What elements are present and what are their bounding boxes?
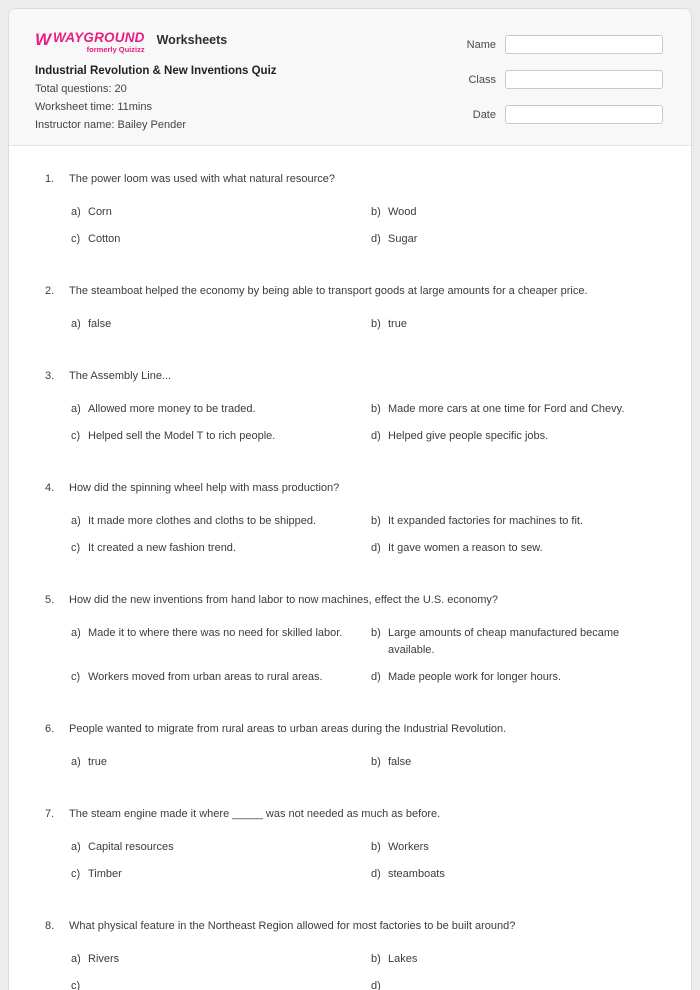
brand-tagline: formerly Quizizz xyxy=(86,45,145,54)
question-4 xyxy=(45,480,665,557)
option-a xyxy=(71,839,371,856)
option-d xyxy=(371,231,665,248)
option-letter: c) xyxy=(71,430,81,442)
option-text: Lakes xyxy=(388,953,418,965)
quiz-title: Industrial Revolution & New Inventions Quiz xyxy=(35,65,277,77)
options-grid xyxy=(69,204,665,248)
option-letter: d) xyxy=(371,671,381,683)
brand-row xyxy=(35,30,277,54)
date-field-row xyxy=(460,105,663,124)
option-letter: c) xyxy=(71,671,81,683)
question-6 xyxy=(45,721,665,771)
question-text: The Assembly Line... xyxy=(69,370,172,382)
option-text: Workers xyxy=(388,841,429,853)
option-letter: d) xyxy=(371,980,381,990)
option-letter: d) xyxy=(371,430,381,442)
option-letter: b) xyxy=(371,953,381,965)
options-grid xyxy=(69,316,665,333)
option-c xyxy=(71,669,371,686)
option-b xyxy=(371,204,665,221)
total-questions: Total questions: 20 xyxy=(35,83,127,95)
option-a xyxy=(71,401,371,418)
option-text: Helped sell the Model T to rich people. xyxy=(88,430,276,442)
option-b xyxy=(371,754,665,771)
option-letter: a) xyxy=(71,841,81,853)
question-5 xyxy=(45,592,665,686)
option-d xyxy=(371,669,665,686)
option-text: false xyxy=(388,756,412,768)
options-grid xyxy=(69,951,665,990)
question-number: 8. xyxy=(45,920,55,932)
option-text: Corn xyxy=(88,206,112,218)
question-8 xyxy=(45,918,665,990)
option-letter: d) xyxy=(371,233,381,245)
option-text: Sugar xyxy=(388,233,418,245)
option-text: Timber xyxy=(88,868,122,880)
option-b xyxy=(371,951,665,968)
question-text: How did the new inventions from hand labor to now machines, effect the U.S. economy? xyxy=(69,594,499,606)
worksheet-header xyxy=(9,9,691,146)
option-text: Allowed more money to be traded. xyxy=(88,403,256,415)
option-letter: c) xyxy=(71,233,81,245)
option-letter: a) xyxy=(71,756,81,768)
question-2 xyxy=(45,283,665,333)
option-letter: a) xyxy=(71,515,81,527)
option-text: Helped give people specific jobs. xyxy=(388,430,549,442)
option-b xyxy=(371,839,665,856)
question-number: 4. xyxy=(45,482,55,494)
question-text: The steam engine made it where _____ was not needed as much as before. xyxy=(69,808,441,820)
instructor-name: Instructor name: Bailey Pender xyxy=(35,119,187,131)
worksheet-card xyxy=(8,8,692,990)
option-text: true xyxy=(88,756,107,768)
class-input[interactable] xyxy=(505,70,663,89)
option-text: It gave women a reason to sew. xyxy=(388,542,543,554)
question-number: 7. xyxy=(45,808,55,820)
option-c xyxy=(71,428,371,445)
option-letter: b) xyxy=(371,318,381,330)
option-letter: c) xyxy=(71,542,81,554)
question-number: 3. xyxy=(45,370,55,382)
option-a xyxy=(71,625,371,659)
option-text: Made people work for longer hours. xyxy=(388,671,562,683)
name-input[interactable] xyxy=(505,35,663,54)
question-1 xyxy=(45,171,665,248)
option-letter: a) xyxy=(71,403,81,415)
option-text: Made more cars at one time for Ford and Chevy. xyxy=(388,403,625,415)
date-label: Date xyxy=(472,108,496,121)
option-a xyxy=(71,951,371,968)
option-b xyxy=(371,625,665,659)
option-text: Made it to where there was no need for skilled labor. xyxy=(88,627,343,639)
option-d xyxy=(371,540,665,557)
option-letter: b) xyxy=(371,403,381,415)
option-text: Large amounts of cheap manufactured became available. xyxy=(388,627,620,656)
option-text: It expanded factories for machines to fit. xyxy=(388,515,584,527)
question-7 xyxy=(45,806,665,883)
option-letter: d) xyxy=(371,542,381,554)
option-letter: a) xyxy=(71,206,81,218)
option-d xyxy=(371,428,665,445)
option-letter: c) xyxy=(71,980,81,990)
class-label: Class xyxy=(468,73,496,86)
questions-area xyxy=(9,146,691,990)
options-grid xyxy=(69,754,665,771)
option-text: Wood xyxy=(388,206,417,218)
question-text: The power loom was used with what natural resource? xyxy=(69,173,335,185)
option-c xyxy=(71,866,371,883)
question-text: What physical feature in the Northeast Region allowed for most factories to be built around? xyxy=(69,920,516,932)
date-input[interactable] xyxy=(505,105,663,124)
option-letter: b) xyxy=(371,841,381,853)
header-left xyxy=(35,30,277,131)
option-letter: a) xyxy=(71,627,81,639)
option-c xyxy=(71,231,371,248)
question-number: 2. xyxy=(45,285,55,297)
option-text: It made more clothes and cloths to be shipped. xyxy=(88,515,317,527)
option-letter: d) xyxy=(371,868,381,880)
option-a xyxy=(71,513,371,530)
option-text: It created a new fashion trend. xyxy=(88,542,236,554)
class-field-row xyxy=(460,70,663,89)
student-fields xyxy=(460,30,663,131)
question-number: 6. xyxy=(45,723,55,735)
option-text: false xyxy=(88,318,112,330)
option-d xyxy=(371,978,665,990)
option-a xyxy=(71,316,371,333)
option-text: Cotton xyxy=(88,233,121,245)
name-label: Name xyxy=(466,38,496,51)
option-letter: b) xyxy=(371,206,381,218)
option-letter: a) xyxy=(71,953,81,965)
option-text: steamboats xyxy=(388,868,445,880)
option-a xyxy=(71,754,371,771)
option-b xyxy=(371,513,665,530)
option-d xyxy=(371,866,665,883)
option-text: Rivers xyxy=(88,953,120,965)
options-grid xyxy=(69,401,665,445)
option-b xyxy=(371,401,665,418)
option-b xyxy=(371,316,665,333)
options-grid xyxy=(69,839,665,883)
question-text: The steamboat helped the economy by being able to transport goods at large amounts for a cheaper price. xyxy=(69,285,588,297)
option-letter: a) xyxy=(71,318,81,330)
brand-wordmark: WAYGROUND xyxy=(53,30,145,45)
option-letter: b) xyxy=(371,627,381,639)
option-text: true xyxy=(388,318,407,330)
option-text: Capital resources xyxy=(88,841,174,853)
option-text: Workers moved from urban areas to rural areas. xyxy=(88,671,323,683)
name-field-row xyxy=(460,35,663,54)
options-grid xyxy=(69,513,665,557)
option-c xyxy=(71,540,371,557)
question-number: 1. xyxy=(45,173,55,185)
option-a xyxy=(71,204,371,221)
worksheet-time: Worksheet time: 11mins xyxy=(35,101,152,113)
option-letter: b) xyxy=(371,515,381,527)
wayground-logo-icon: W xyxy=(35,30,51,49)
question-text: People wanted to migrate from rural areas to urban areas during the Industrial Revolution. xyxy=(69,723,507,735)
options-grid xyxy=(69,625,665,686)
product-label: Worksheets xyxy=(156,33,228,47)
option-letter: b) xyxy=(371,756,381,768)
option-letter: c) xyxy=(71,868,81,880)
question-text: How did the spinning wheel help with mass production? xyxy=(69,482,340,494)
wordmark-stack xyxy=(53,30,145,54)
question-3 xyxy=(45,368,665,445)
option-c xyxy=(71,978,371,990)
question-number: 5. xyxy=(45,594,55,606)
